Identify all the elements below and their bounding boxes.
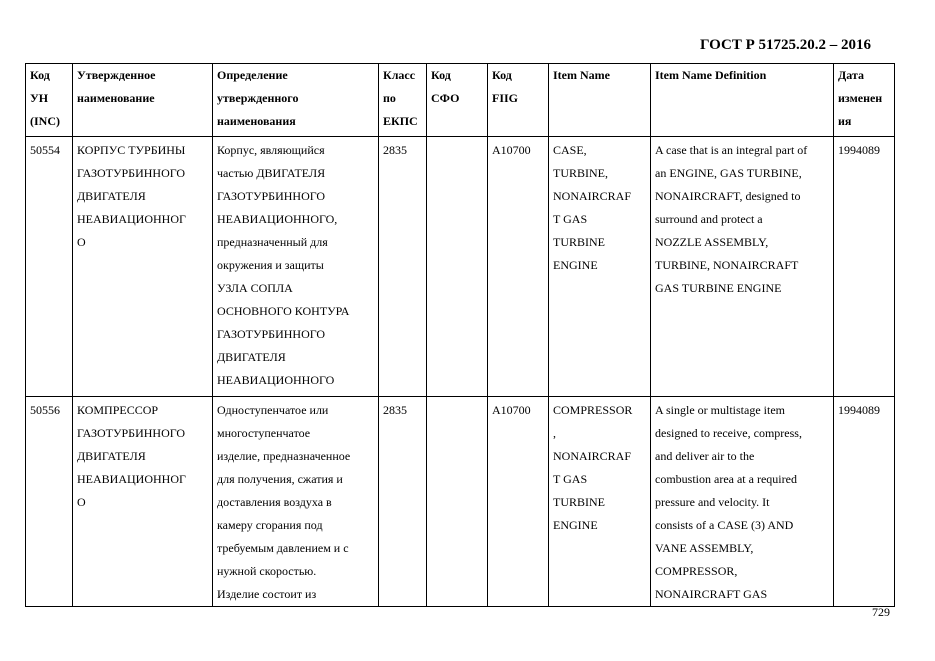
column-header-approved-name: Утвержденное наименование xyxy=(73,64,213,137)
cell-sfo-code xyxy=(427,397,488,607)
cell-approved-name: КОРПУС ТУРБИНЫ ГАЗОТУРБИННОГО ДВИГАТЕЛЯ НЕАВИАЦИОННОГ О xyxy=(73,137,213,397)
table-row xyxy=(26,397,895,607)
cell-change-date: 1994089 xyxy=(834,137,895,397)
column-header-item-name: Item Name xyxy=(549,64,651,137)
cell-inc-code: 50554 xyxy=(26,137,73,397)
cell-ekps-class: 2835 xyxy=(379,397,427,607)
column-header-item-name-definition: Item Name Definition xyxy=(651,64,834,137)
cell-item-name: COMPRESSOR , NONAIRCRAF T GAS TURBINE ENGINE xyxy=(549,397,651,607)
cell-approved-name: КОМПРЕССОР ГАЗОТУРБИННОГО ДВИГАТЕЛЯ НЕАВИАЦИОННОГ О xyxy=(73,397,213,607)
cell-item-name-definition: A case that is an integral part of an ENGINE, GAS TURBINE, NONAIRCRAFT, designed to surround and protect a NOZZLE ASSEMBLY, TURBINE, NONAIRCRAFT GAS TURBINE ENGINE xyxy=(651,137,834,397)
table-header-row xyxy=(26,64,895,137)
cell-sfo-code xyxy=(427,137,488,397)
specification-table xyxy=(25,63,895,607)
cell-fiig-code: A10700 xyxy=(488,397,549,607)
column-header-ekps-class: Класс по ЕКПС xyxy=(379,64,427,137)
cell-ekps-class: 2835 xyxy=(379,137,427,397)
document-standard-header: ГОСТ Р 51725.20.2 – 2016 xyxy=(700,37,872,53)
column-header-name-definition-ru: Определение утвержденного наименования xyxy=(213,64,379,137)
column-header-fiig-code: Код FIIG xyxy=(488,64,549,137)
cell-fiig-code: A10700 xyxy=(488,137,549,397)
page-number: 729 xyxy=(872,605,890,619)
column-header-sfo-code: Код СФО xyxy=(427,64,488,137)
cell-item-name: CASE, TURBINE, NONAIRCRAF T GAS TURBINE ENGINE xyxy=(549,137,651,397)
cell-change-date: 1994089 xyxy=(834,397,895,607)
column-header-inc-code: Код УН (INC) xyxy=(26,64,73,137)
cell-name-definition-ru: Корпус, являющийся частью ДВИГАТЕЛЯ ГАЗОТУРБИННОГО НЕАВИАЦИОННОГО, предназначенный для окружения и защиты УЗЛА СОПЛА ОСНОВНОГО КОНТУРА ГАЗОТУРБИННОГО ДВИГАТЕЛЯ НЕАВИАЦИОННОГО xyxy=(213,137,379,397)
column-header-change-date: Дата изменен ия xyxy=(834,64,895,137)
cell-name-definition-ru: Одноступенчатое или многоступенчатое изделие, предназначенное для получения, сжатия и доставления воздуха в камеру сгорания под требуемым давлением и с нужной скоростью. Изделие состоит из xyxy=(213,397,379,607)
table-row xyxy=(26,137,895,397)
cell-item-name-definition: A single or multistage item designed to receive, compress, and deliver air to the combustion area at a required pressure and velocity. It consists of a CASE (3) AND VANE ASSEMBLY, COMPRESSOR, NONAIRCRAFT GAS xyxy=(651,397,834,607)
cell-inc-code: 50556 xyxy=(26,397,73,607)
